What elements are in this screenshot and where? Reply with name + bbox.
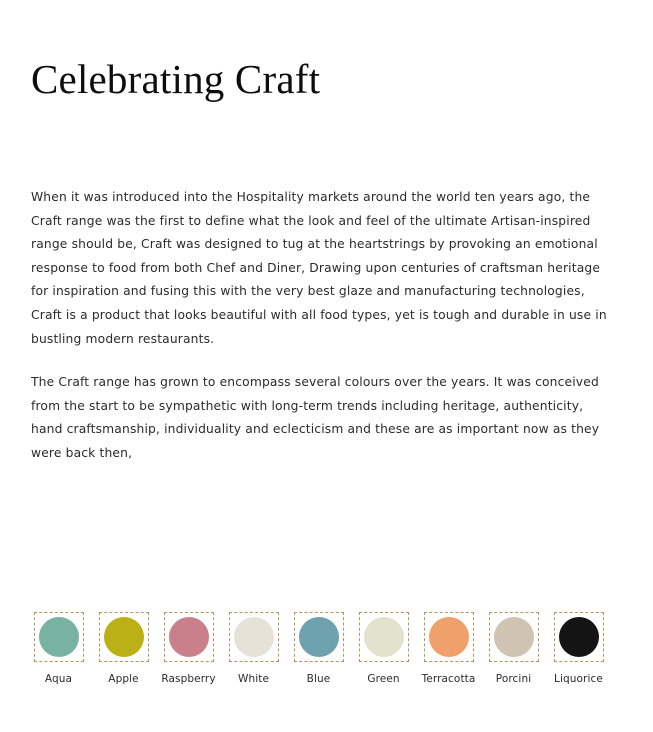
swatch-dot-porcini: [494, 617, 534, 657]
paragraph-2: The Craft range has grown to encompass several colours over the years. It was conceived from the start to be sympathetic with long-term trends including heritage, authenticity, hand craftsmanship, individuality and eclecticism and these are as important now as they were back then,: [31, 375, 600, 460]
swatch-terracotta[interactable]: [416, 612, 481, 686]
swatch-label-apple: Apple: [108, 673, 139, 685]
swatch-box-raspberry: [164, 612, 214, 662]
swatch-box-liquorice: [554, 612, 604, 662]
swatch-box-apple: [99, 612, 149, 662]
swatch-dot-aqua: [39, 617, 79, 657]
swatch-label-blue: Blue: [306, 673, 331, 685]
swatch-aqua[interactable]: [26, 612, 91, 686]
swatch-box-porcini: [489, 612, 539, 662]
swatch-green[interactable]: [351, 612, 416, 686]
swatch-label-green: Green: [367, 673, 400, 685]
swatch-label-raspberry: Raspberry: [161, 673, 216, 685]
swatch-box-aqua: [34, 612, 84, 662]
swatch-dot-apple: [104, 617, 144, 657]
swatch-label-porcini: Porcini: [495, 673, 532, 685]
swatch-box-white: [229, 612, 279, 662]
swatch-label-liquorice: Liquorice: [554, 673, 603, 685]
swatch-dot-green: [364, 617, 404, 657]
swatch-dot-white: [234, 617, 274, 657]
swatch-label-terracotta: Terracotta: [421, 673, 476, 685]
swatch-dot-blue: [299, 617, 339, 657]
swatch-raspberry[interactable]: [156, 612, 221, 686]
swatch-dot-liquorice: [559, 617, 599, 657]
swatch-porcini[interactable]: [481, 612, 546, 686]
swatch-box-blue: [294, 612, 344, 662]
swatch-blue[interactable]: [286, 612, 351, 686]
body-copy: [31, 186, 616, 466]
swatch-box-green: [359, 612, 409, 662]
swatch-label-white: White: [237, 673, 270, 685]
swatch-apple[interactable]: [91, 612, 156, 686]
swatch-white[interactable]: [221, 612, 286, 686]
page-title: Celebrating Craft: [31, 56, 321, 103]
swatch-dot-raspberry: [169, 617, 209, 657]
swatch-liquorice[interactable]: [546, 612, 611, 686]
swatch-box-terracotta: [424, 612, 474, 662]
colour-swatch-row: [26, 612, 628, 686]
swatch-dot-terracotta: [429, 617, 469, 657]
swatch-label-aqua: Aqua: [44, 673, 73, 685]
paragraph-1: When it was introduced into the Hospitality markets around the world ten years ago, the Craft range was the first to define what the look and feel of the ultimate Artisan-inspired range should be, Craft was designed to tug at the heartstrings by provoking an emotional response to food from both Chef and Diner, Drawing upon centuries of craftsman heritage for inspiration and fusing this with the very best glaze and manufacturing technologies, Craft is a product that looks beautiful with all food types, yet is tough and durable in use in bustling modern restaurants.: [31, 190, 607, 346]
